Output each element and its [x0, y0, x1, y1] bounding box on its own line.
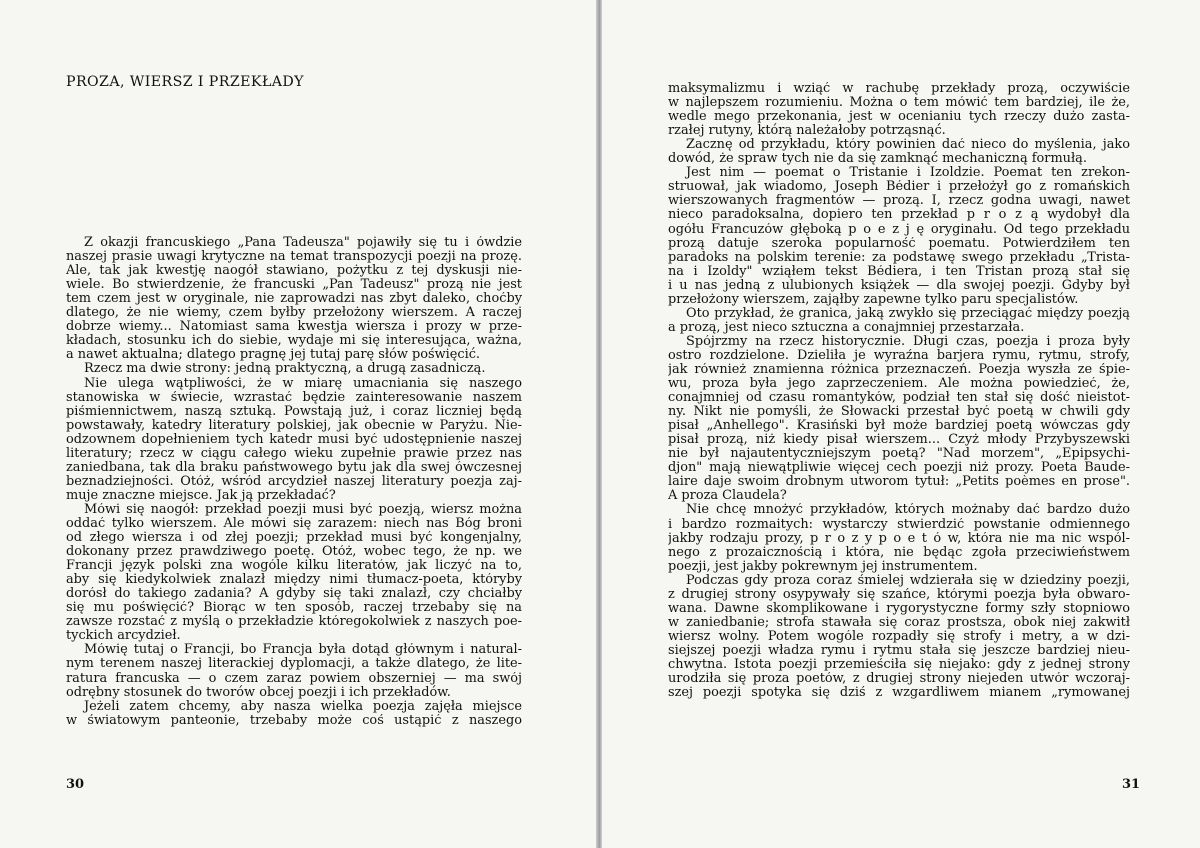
- text-line: Francji język polski zna wogóle kilku literatów, jak liczyć na to,: [66, 559, 522, 574]
- text-line: szej poezji spotyka się dziś z wzgardliwem mianem „rymowanej: [668, 686, 1130, 701]
- text-line: ratura francuska — o czem zaraz powiem obszerniej — ma swój: [66, 671, 522, 686]
- text-line: Mówię tutaj o Francji, bo Francja była dotąd głównym i natural-: [84, 643, 522, 658]
- text-line: literatury; rzecz w ciągu całego wieku zupełnie prawie przez nas: [66, 446, 522, 461]
- text-line: aby się kiedykolwiek znalazł między nimi tłumacz-poeta, któryby: [66, 573, 522, 588]
- text-line: wana. Dawne skomplikowane i rygorystyczne formy szły stopniowo: [668, 601, 1130, 616]
- text-line: muje znaczne miejsce. Jak ją przekładać?: [66, 487, 336, 503]
- text-line: i u nas jedną z ulubionych książek — dla swojej poezji. Gdyby był: [668, 278, 1130, 293]
- text-line: A proza Claudela?: [668, 488, 787, 504]
- text-line: w światowym panteonie, trzebaby może coś ustąpić z naszego: [66, 713, 522, 728]
- text-line: tyckich arcydzieł.: [66, 628, 181, 644]
- text-line: przełożony wierszem, zająłby zapewne tylko paru specjalistów.: [668, 291, 1079, 307]
- chapter-title: PROZA, WIERSZ I PRZEKŁADY: [66, 74, 304, 90]
- text-line: wierszowanych fragmentów — prozą. I, rzecz godna uwagi, nawet: [668, 194, 1130, 209]
- text-line: a prozą, jest nieco sztuczna a conajmniej przestarzała.: [668, 319, 1025, 335]
- text-line: tem czem jest w oryginale, nie zaprowadzi nas zbyt daleko, choćby: [66, 292, 522, 307]
- text-line: dlatego, że nie wiemy, czem byłby przełożony wierszem. A raczej: [66, 306, 522, 321]
- right-page: [602, 0, 1200, 848]
- text-line: nym terenem naszej literackiej dyplomacji, a także dlatego, że lite-: [66, 657, 522, 672]
- text-line: Rzecz ma dwie strony: jedną praktyczną, a drugą zasadniczą.: [84, 361, 486, 377]
- text-line: Ale, tak jak kwestję naogół stawiano, pożytku z tej dyskusji nie-: [66, 264, 522, 279]
- text-line: rzałej rutyny, którą należałoby potrząsnąć.: [668, 123, 946, 139]
- text-line: paradoks na polskim terenie: za podstawę swego przekładu „Trista-: [668, 250, 1130, 265]
- text-line: piśmiennictwem, naszą sztuką. Powstają już, i coraz liczniej będą: [66, 404, 522, 419]
- text-line: chwytna. Istota poezji przemieściła się niejako: gdy z jednej strony: [668, 658, 1130, 673]
- text-line: pisał prozą, niż kiedy pisał wierszem... Czyż młody Przybyszewski: [668, 433, 1130, 448]
- text-line: zaniedbana, tak dla braku państwowego bytu jak dla swej ówczesnej: [66, 460, 522, 475]
- text-line: Spójrzmy na rzecz historycznie. Długi czas, poezja i proza były: [686, 334, 1130, 349]
- text-line: poezji, jest jakby pokrewnym jej instrumentem.: [668, 558, 978, 574]
- text-line: prozą datuje szeroka popularność poematu. Potwierdziłem ten: [668, 236, 1130, 251]
- text-line: nego z prozaicznością i która, nie będąc zgoła przeciwieństwem: [668, 545, 1130, 560]
- text-line: zawsze rozstać z myślą o przekładzie któregokolwiek z naszych poe-: [66, 615, 522, 630]
- text-line: odrębny stosunek do tworów obcej poezji i ich przekładów.: [66, 684, 451, 700]
- text-line: urodziła się proza poetów, z drugiej strony niejeden utwór wczoraj-: [668, 672, 1130, 687]
- left-text-column: [66, 236, 522, 728]
- text-line: z drugiej strony osypywały się szańce, którymi poezja była obwaro-: [668, 587, 1130, 602]
- text-line: jak również znamienna różnica przeznaczeń. Poezja wyszła ze śpie-: [668, 363, 1130, 377]
- text-line: w najlepszem rozumieniu. Można o tem mówić tem bardziej, ile że,: [668, 96, 1130, 111]
- text-line: Podczas gdy proza coraz śmielej wdzierała się w dziedziny poezji,: [686, 573, 1130, 588]
- text-line: maksymalizmu i wziąć w rachubę przekłady prozą, oczywiście: [668, 82, 1130, 96]
- text-line: djon" mają niewątpliwie więcej cech poezji niż prozy. Poeta Baude-: [668, 461, 1130, 476]
- text-line: dokonany przez prawdziwego poetę. Otóż, wobec tego, że np. we: [66, 545, 522, 560]
- text-line: a nawet aktualna; dlatego pragnę jej tutaj parę słów poświęcić.: [66, 347, 481, 363]
- text-line: siejszej poezji władza rymu i rytmu stała się jeszcze bardziej nieu-: [668, 643, 1130, 658]
- text-line: Jeżeli zatem chcemy, aby nasza wielka poezja zajęła miejsce: [84, 699, 522, 714]
- text-line: Zacznę od przykładu, który powinien dać nieco do myślenia, jako: [686, 138, 1130, 153]
- text-line: Nie chcę mnożyć przykładów, których możnaby dać bardzo dużo: [686, 503, 1130, 518]
- text-line: ny. Nikt nie pomyśli, że Słowacki przestał być poetą w chwili gdy: [668, 405, 1130, 420]
- text-line: wedle mego przekonania, jest w ocenianiu tych rzeczy dużo zasta-: [668, 110, 1130, 125]
- left-page: [0, 0, 598, 848]
- text-line: się mu poświęcić? Biorąc w ten sposób, raczej trzebaby się na: [66, 601, 522, 616]
- right-text-column: [668, 82, 1130, 700]
- text-line: conajmniej od czasu romantyków, podział ten stał się dość nieistot-: [668, 391, 1130, 406]
- text-line: na i Izoldy" wziąłem tekst Bédiera, i ten Tristan prozą stał się: [668, 264, 1130, 279]
- text-line: dowód, że spraw tych nie da się zamknąć mechaniczną formułą.: [668, 151, 1087, 167]
- text-line: ostro rozdzielone. Dzieliła je wyraźna barjera rymu, rytmu, strofy,: [668, 348, 1130, 363]
- text-line: jakby rodzaju prozy, p r o z y p o e t ó w, która nie ma nic wspól-: [668, 531, 1130, 546]
- page-number-left: 30: [66, 777, 85, 792]
- text-line: laire daje swoim drobnym utworom tytuł: „Petits poèmes en prose".: [668, 475, 1130, 490]
- page-number-right: 31: [1122, 777, 1141, 792]
- text-line: Jest nim — poemat o Tristanie i Izoldzie. Poemat ten zrekon-: [686, 166, 1130, 181]
- text-line: Nie ulega wątpliwości, że w miarę umacniania się naszego: [84, 376, 522, 391]
- text-line: wiele. Bo stwierdzenie, że francuski „Pan Tadeusz" prozą nie jest: [66, 278, 522, 293]
- text-line: Mówi się naogół: przekład poezji musi być poezją, wiersz można: [84, 502, 522, 517]
- text-line: wu, proza była jego zaprzeczeniem. Ale można powiedzieć, że,: [668, 377, 1130, 392]
- text-line: ogółu Francuzów głęboką p o e z j ę oryginału. Od tego przekładu: [668, 222, 1130, 237]
- text-line: i bardzo rozmaitych: wystarczy stwierdzić powstanie odmiennego: [668, 517, 1130, 532]
- text-line: struował, jak wiadomo, Joseph Bédier i przełożył go z romańskich: [668, 180, 1130, 195]
- text-line: beznadziejności. Otóż, wśród arcydzieł naszej literatury poezja zaj-: [66, 474, 522, 489]
- text-line: stanowiska w świecie, wzrastać będzie zainteresowanie naszem: [66, 390, 522, 405]
- text-line: dorósł do takiego zadania? A gdyby się taki znalazł, czy chciałby: [66, 587, 522, 602]
- text-line: dobrze wiemy... Natomiast sama kwestja wiersza i prozy w prze-: [66, 320, 522, 335]
- text-line: oddać tylko wierszem. Ale mówi się zarazem: niech nas Bóg broni: [66, 516, 522, 531]
- text-line: powstawały, katedry literatury polskiej, jak obecnie w Paryżu. Nie-: [66, 418, 522, 433]
- text-line: pisał „Anhellego". Krasiński był może bardziej poetą wówczas gdy: [668, 419, 1130, 434]
- text-line: nie był najautentyczniejszym poetą? "Nad morzem", „Epipsychi-: [668, 447, 1130, 462]
- text-line: w zaniedbanie; strofa stawała się coraz prostsza, obok niej zakwitł: [668, 615, 1130, 630]
- text-line: kładach, stosunku ich do siebie, wydaje mi się interesująca, ważna,: [66, 334, 522, 349]
- text-line: nieco paradoksalna, dopiero ten przekład p r o z ą wydobył dla: [668, 208, 1130, 223]
- text-line: Z okazji francuskiego „Pana Tadeusza" pojawiły się tu i ówdzie: [84, 236, 522, 250]
- text-line: odzownem dopełnieniem tych katedr musi być udostępnienie naszej: [66, 432, 522, 447]
- text-line: naszej prasie uwagi krytyczne na temat transpozycji poezji na prozę.: [66, 250, 522, 265]
- text-line: wiersz wolny. Potem wogóle rozpadły się strofy i metry, a w dzi-: [668, 629, 1130, 644]
- text-line: od złego wiersza i od złej poezji; przekład musi być kongenjalny,: [66, 531, 522, 546]
- text-line: Oto przykład, że granica, jaką zwykło się przeciągać między poezją: [686, 306, 1130, 321]
